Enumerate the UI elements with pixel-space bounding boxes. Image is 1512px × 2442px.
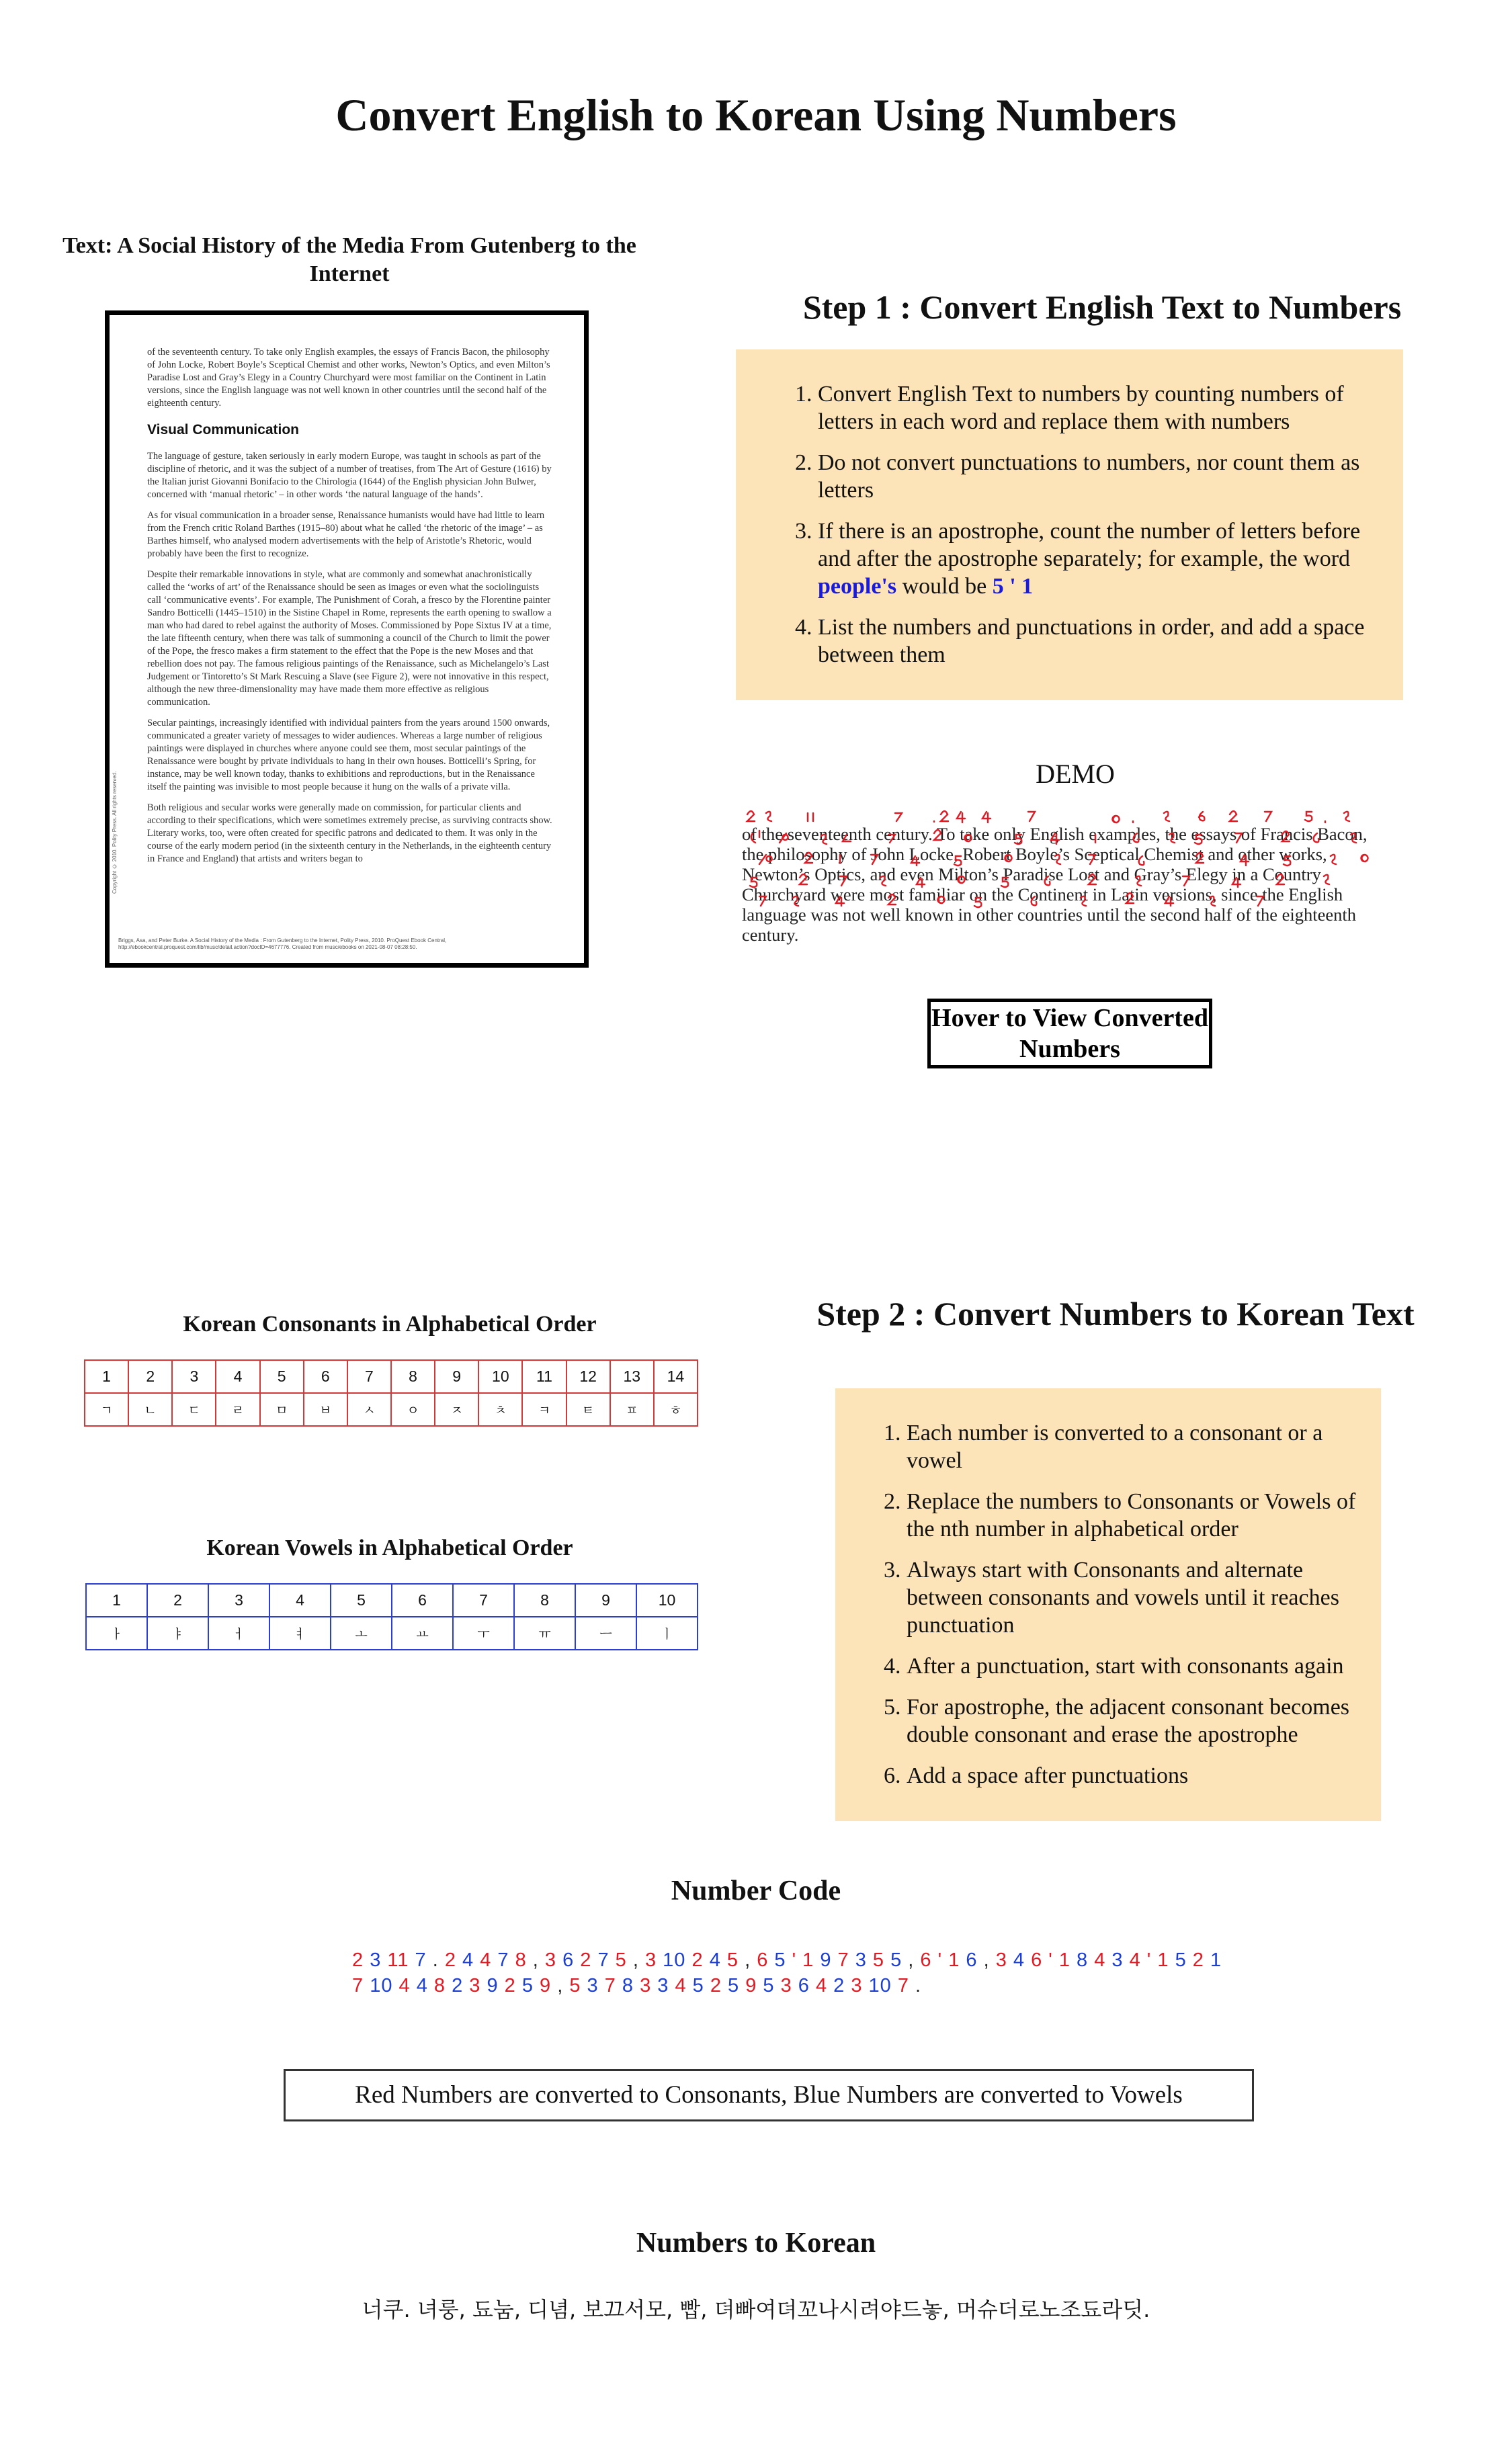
annotation-mark [938,896,945,903]
annotation-mark [974,898,981,907]
consonant-number-cell: 4 [216,1360,259,1393]
consonant-number-cell: 10 [478,1360,522,1393]
annotation-mark [800,874,807,884]
code-token: 8 [1077,1949,1095,1971]
code-token: ' [792,1949,803,1971]
annotation-mark [941,811,948,821]
example-value: 5 ' 1 [992,574,1034,599]
code-token: 4 [675,1975,693,1996]
code-token: , [532,1949,545,1971]
annotation-mark [1277,874,1284,884]
code-token: 5 [728,1975,746,1996]
code-token: 7 [597,1949,616,1971]
code-token: 3 [851,1975,869,1996]
annotation-mark [1015,835,1021,844]
vowel-number-cell: 4 [269,1584,331,1617]
step2-item: 2. Replace the numbers to Consonants or Vowels of the nth number in alphabetical order [907,1488,1365,1543]
annotation-mark [1045,876,1050,885]
annotation-mark [982,812,991,823]
step1-item: 2. Do not convert punctuations to numbers, nor count them as letters [818,449,1376,504]
step1-title: Step 1 : Convert English Text to Numbers [802,288,1402,326]
annotation-mark [1282,831,1290,841]
code-token: 11 [387,1949,415,1971]
vowel-letter-cell: ㅛ [392,1617,453,1650]
annotation-mark [1134,833,1139,842]
code-token: 1 [1157,1949,1175,1971]
color-legend: Red Numbers are converted to Consonants, Blue Numbers are converted to Vowels [284,2069,1254,2121]
document-paragraph: Despite their remarkable innovations in style, what are commonly and somewhat anachronistically called the ‘works of art’ of the Renaissance should be seen as images or even what the sociolinguists call ‘communicative events’. For example, The Punishment of Corah, a fresco by the Florentine painter Sandro Botticelli (1445–1510) in the Sistine Chapel in Rome, represents the earth opening to swallow a man who had dared to rebel against the authority of Moses. Commissioned by Pope Sixtus IV at a time, the late fifteenth century, when there was talk of summoning a council of the Church to limit the power of the Pope, the fresco makes a firm statement to the effect that the Pope is the new Moses and that rebellion does not pay. The famous religious paintings of the Renaissance, such as Michelangelo’s Last Judgement or Tintoretto’s St Mark Rescuing a Slave (see Figure 2), were not innovative in this respect, although the new three-dimensionality may have made them more effective as religious communication. [147,569,552,708]
code-token: 4 [1013,1949,1032,1971]
annotation-mark [808,813,813,821]
annotation-mark [1126,893,1134,903]
code-token: 6 [966,1949,984,1971]
step1-item [818,517,1376,600]
vowel-number-cell: 6 [392,1584,453,1617]
vowel-letter-cell: ㅏ [86,1617,147,1650]
document-paragraph: of the seventeenth century. To take only English examples, the essays of Francis Bacon, the philosophy of John Locke, Robert Boyle’s Sceptical Chemist and other works, Newton’s Optics, and even Milton’s Paradise Lost and Gray’s Elegy in a Country Churchyard were most familiar on the Continent in Latin versions, since the English language was not well known in other countries until the second half of the eighteenth century. [147,347,550,409]
annotation-mark [780,833,788,843]
code-token: 5 [569,1975,587,1996]
annotation-mark [1001,878,1008,887]
example-joiner: would be [902,574,987,599]
code-token: 6 [920,1949,938,1971]
code-token: 7 [497,1949,515,1971]
vowel-number-cell: 2 [147,1584,208,1617]
code-token: 1 [802,1949,821,1971]
annotation-mark [1055,855,1060,864]
code-token: 7 [604,1975,622,1996]
code-token: , [983,1949,996,1971]
vowels-letter-row [86,1617,698,1650]
vowel-number-cell: 1 [86,1584,147,1617]
code-token: ' [937,1949,949,1971]
annotation-mark [1235,833,1242,843]
hover-to-view-button[interactable]: Hover to View Converted Numbers [927,999,1212,1068]
annotation-mark [1241,855,1249,866]
annotation-mark [958,876,965,883]
annotation-mark [1136,876,1141,886]
annotation-mark [1089,855,1095,864]
code-token: 1 [1058,1949,1077,1971]
document-paragraph: As for visual communication in a broader sense, Renaissance humanists would have had little to learn from the French critic Roland Barthes (1915–80) about what he called ‘the rhetoric of the image’ – as Barthes himself, who analysed modern advertisements with the help of Aristotle’s Rhetoric, would probably have been the first to recognize. [147,510,545,559]
code-token: 3 [657,1975,675,1996]
annotation-mark [1051,833,1059,844]
consonant-letter-cell: ㅁ [260,1393,304,1426]
code-token: 5 [774,1949,792,1971]
annotation-mark [1232,878,1241,887]
code-token: 1 [1210,1949,1222,1971]
document-excerpt [105,310,589,968]
code-token: . [432,1949,445,1971]
annotation-mark [1361,855,1368,861]
consonant-number-cell: 12 [566,1360,610,1393]
consonant-number-cell: 6 [304,1360,347,1393]
vowel-letter-cell: ㅓ [208,1617,269,1650]
annotation-mark [1113,816,1120,823]
code-token: 2 [1192,1949,1210,1971]
numbers-to-korean-title: Numbers to Korean [636,2228,876,2259]
code-token: 3 [469,1975,487,1996]
consonant-number-cell: 7 [347,1360,391,1393]
annotation-mark [965,835,972,841]
code-token: , [745,1949,757,1971]
annotation-mark [1195,835,1202,844]
code-token: 9 [745,1975,763,1996]
annotation-mark [805,853,812,863]
consonant-letter-cell: ㅎ [654,1393,698,1426]
code-token: 6 [562,1949,581,1971]
code-token: 5 [1175,1949,1193,1971]
code-token: 4 [1129,1949,1147,1971]
code-token: 5 [521,1975,540,1996]
code-token: 7 [415,1949,433,1971]
code-token: 4 [815,1975,834,1996]
consonant-number-cell: 13 [610,1360,654,1393]
annotation-mark [840,876,847,886]
code-token: 3 [587,1975,605,1996]
annotation-mark [747,811,755,821]
consonant-letter-cell: ㄹ [216,1393,259,1426]
code-token: 3 [644,1949,663,1971]
step2-item: 3. Always start with Consonants and alternate between consonants and vowels until it reaches punctuation [907,1556,1365,1639]
code-token: 2 [580,1949,598,1971]
vowel-letter-cell: ㅠ [514,1617,575,1650]
annotation-mark [1089,874,1096,884]
step1-item-text: If there is an apostrophe, count the number of letters before and after the apostrophe separately; for example, the word [818,519,1361,571]
annotation-mark [1314,833,1319,842]
demo-label: DEMO [1036,759,1115,789]
annotation-mark [888,894,896,904]
consonant-letter-cell: ㅇ [391,1393,435,1426]
code-token: ' [1146,1949,1158,1971]
vowel-number-cell: 7 [453,1584,514,1617]
code-token: 6 [1031,1949,1049,1971]
annotation-mark [766,812,771,821]
consonant-number-cell: 1 [85,1360,128,1393]
vowel-letter-cell: ㅗ [331,1617,392,1650]
annotation-mark [1164,812,1169,821]
number-code-line [352,1973,1226,1998]
annotation-mark [1305,812,1312,821]
annotation-mark [821,835,827,844]
consonant-letter-cell: ㅈ [435,1393,478,1426]
code-token: 5 [763,1975,781,1996]
vowel-letter-cell: ㅑ [147,1617,208,1650]
code-token: 10 [663,1949,692,1971]
code-token: 10 [868,1975,898,1996]
code-token: 1 [948,1949,966,1971]
step1-instructions [736,349,1403,700]
code-token: 5 [872,1949,891,1971]
annotation-mark [1344,812,1349,821]
code-token: 2 [452,1975,470,1996]
consonants-table [84,1359,698,1427]
code-token: 3 [544,1949,563,1971]
consonant-number-cell: 14 [654,1360,698,1393]
code-token: 8 [622,1975,640,1996]
vowel-number-cell: 9 [575,1584,636,1617]
document-paragraph: Both religious and secular works were generally made on commission, for particular clients and according to their specifications, which were sometimes extremely precise, as surviving contracts show. Literary works, too, were often created for specific patrons and dedicated to them. It was only in the course of the early modern period (in the sixteenth century in the Netherlands, in the eighteenth century in France and England) that artists and writers began to [147,802,552,864]
code-token: 2 [504,1975,522,1996]
annotation-mark [1265,812,1271,821]
code-token: 7 [897,1975,916,1996]
demo-text: of the seventeenth century. To take only English examples, the essays of Francis Bacon, the philosophy of John Locke, Robert Boyle’s Sceptical Chemist and other works, Newton’s Optics, and even Milton’s Paradise Lost and Gray’s Elegy in a Country Churchyard were most familiar on the Continent in Latin versions, since the English language was not well known in other countries until the second half of the eighteenth century. [742,824,1368,945]
annotation-mark [759,855,772,864]
vowels-table-title: Korean Vowels in Alphabetical Order [206,1535,573,1560]
code-token: ' [1048,1949,1059,1971]
code-token: , [908,1949,921,1971]
step2-title: Step 2 : Convert Numbers to Korean Text [816,1295,1415,1333]
vowel-number-cell: 5 [331,1584,392,1617]
annotation-mark [917,878,925,887]
document-copyright: Copyright © 2010. Polity Press. All rights reserved. [112,771,118,894]
code-token: 2 [833,1975,851,1996]
step1-item: 1. Convert English Text to numbers by counting numbers of letters in each word and replace them with numbers [818,380,1376,435]
vowel-letter-cell: ㅜ [453,1617,514,1650]
consonant-number-cell: 3 [172,1360,216,1393]
step2-item: 6. Add a space after punctuations [907,1762,1365,1790]
code-token: 4 [709,1949,727,1971]
example-word: people's [818,574,897,599]
consonants-table-title: Korean Consonants in Alphabetical Order [183,1312,597,1337]
annotation-mark [1183,876,1189,886]
code-token: 4 [398,1975,417,1996]
korean-result-text: 너쿠. 녀룽, 됴눔, 디념, 보끄서모, 빱, 뎌빠여뎌꼬나시려야드놓, 머슈더로노조됴라딧. [362,2297,1150,2322]
code-token: 5 [692,1975,710,1996]
number-code [352,1947,1226,1998]
code-token: 10 [370,1975,399,1996]
code-token: 3 [855,1949,873,1971]
code-token: 8 [515,1949,533,1971]
consonant-number-cell: 9 [435,1360,478,1393]
annotation-mark [1005,855,1012,861]
annotation-mark [888,835,895,843]
code-token: 5 [615,1949,633,1971]
code-token: 4 [1094,1949,1112,1971]
annotation-mark [750,878,757,887]
annotation-mark [1165,896,1173,906]
consonant-letter-cell: ㄱ [85,1393,128,1426]
vowel-number-cell: 3 [208,1584,269,1617]
annotation-mark [880,876,886,886]
annotation-mark [843,835,851,841]
annotation-mark [759,896,766,906]
consonant-number-cell: 11 [522,1360,566,1393]
consonant-letter-cell: ㅅ [347,1393,391,1426]
consonant-letter-cell: ㅋ [522,1393,566,1426]
document-heading: Visual Communication [147,422,299,437]
annotation-mark [1081,896,1086,906]
annotation-mark [1230,811,1237,821]
vowels-number-row [86,1584,698,1617]
consonant-letter-cell: ㅍ [610,1393,654,1426]
annotation-mark [911,856,919,866]
consonant-number-cell: 2 [128,1360,172,1393]
annotation-mark [957,812,965,823]
consonants-number-row [85,1360,698,1393]
demo-annotations [739,804,1398,925]
annotation-mark [1351,833,1356,843]
code-token: 4 [462,1949,480,1971]
annotation-mark [1169,833,1175,843]
annotation-mark [1284,856,1290,866]
annotation-mark [1139,856,1144,865]
document-footer: Briggs, Asa, and Peter Burke. A Social History of the Media : From Gutenberg to the Internet, Polity Press, 2010. ProQuest Ebook Central, http://ebookcentral.proquest.com/lib/musc/detail.action?docID=4677776. Created from musc/ebooks on 2021-08-07 08:28:50. [118,937,447,950]
code-token: 6 [757,1949,775,1971]
vowel-number-cell: 10 [636,1584,698,1617]
consonant-letter-cell: ㄷ [172,1393,216,1426]
document-paragraph: Secular paintings, increasingly identified with individual painters from the years around 1500 onwards, communicated a greater variety of messages to wider audiences. Whereas a large number of religious paintings were displayed in churches where anyone could see them, most secular paintings of the Renaissance were bought by private individuals to hang in their own houses. Botticelli’s Spring, for instance, may be well known today, thanks to exhibitions and reproductions, but in the Renaissance itself the painting was invisible to most people because it hung on the walls of a private villa. [147,718,550,792]
consonants-letter-row [85,1393,698,1426]
code-token: , [557,1975,570,1996]
code-token: 7 [352,1975,370,1996]
code-token: 3 [370,1949,388,1971]
consonant-letter-cell: ㅌ [566,1393,610,1426]
number-code-title: Number Code [671,1876,841,1906]
code-token: 9 [540,1975,558,1996]
document-title: Text: A Social History of the Media From Gutenberg to the Internet [62,233,636,286]
annotation-mark [836,896,844,906]
annotation-mark [954,856,961,866]
step2-instructions [835,1388,1381,1821]
document-paragraph: The language of gesture, taken seriously in early modern Europe, was taught in schools as part of the discipline of rhetoric, and it was the subject of a number of treatises, from The Art of Gesture (1616) by the Italian jurist Giovanni Bonifacio to the Chirologia (1644) of the English physician John Bulwer, concerned with ‘manual rhetoric’ – in other words ‘the natural language of the hands’. [147,451,552,500]
vowel-letter-cell: ㅡ [575,1617,636,1650]
code-token: 2 [352,1949,370,1971]
consonant-letter-cell: ㅊ [478,1393,522,1426]
code-token: 3 [1111,1949,1130,1971]
consonant-letter-cell: ㅂ [304,1393,347,1426]
annotation-mark [871,855,878,864]
annotation-mark [1331,855,1336,864]
annotation-mark [934,830,941,840]
number-code-line [352,1947,1226,1973]
code-token: 3 [780,1975,798,1996]
step1-item: 4. List the numbers and punctuations in order, and add a space between them [818,614,1376,669]
step2-item: 5. For apostrophe, the adjacent consonant becomes double consonant and erase the apostrophe [907,1693,1365,1749]
code-token: 6 [798,1975,816,1996]
annotation-mark [1210,896,1215,906]
code-token: 8 [433,1975,452,1996]
consonant-number-cell: 5 [260,1360,304,1393]
annotation-mark [1032,896,1037,905]
annotation-mark [1199,812,1204,820]
code-token: 4 [480,1949,498,1971]
step2-item: 4. After a punctuation, start with consonants again [907,1652,1365,1680]
annotation-mark [1324,875,1329,884]
vowel-letter-cell: ㅕ [269,1617,331,1650]
annotation-mark [895,813,902,821]
annotation-mark [793,896,798,906]
code-token: , [632,1949,645,1971]
vowel-letter-cell: ㅣ [636,1617,698,1650]
vowel-number-cell: 8 [514,1584,575,1617]
consonant-letter-cell: ㄴ [128,1393,172,1426]
vowels-table [85,1583,698,1650]
code-token: 2 [444,1949,463,1971]
consonant-number-cell: 8 [391,1360,435,1393]
code-token: 4 [416,1975,434,1996]
annotation-mark [751,831,759,843]
code-token: . [915,1975,922,1996]
code-token: 5 [890,1949,909,1971]
annotation-mark [1196,853,1204,863]
code-token: 9 [487,1975,505,1996]
code-token: 7 [837,1949,855,1971]
code-token: 3 [995,1949,1013,1971]
page-title: Convert English to Korean Using Numbers [335,89,1177,140]
code-token: 3 [640,1975,658,1996]
code-token: 9 [820,1949,838,1971]
annotation-mark [1028,812,1035,821]
code-token: 2 [691,1949,710,1971]
annotation-mark [1257,896,1263,906]
step2-item: 1. Each number is converted to a consonant or a vowel [907,1419,1365,1474]
code-token: 2 [710,1975,728,1996]
code-token: 5 [726,1949,745,1971]
